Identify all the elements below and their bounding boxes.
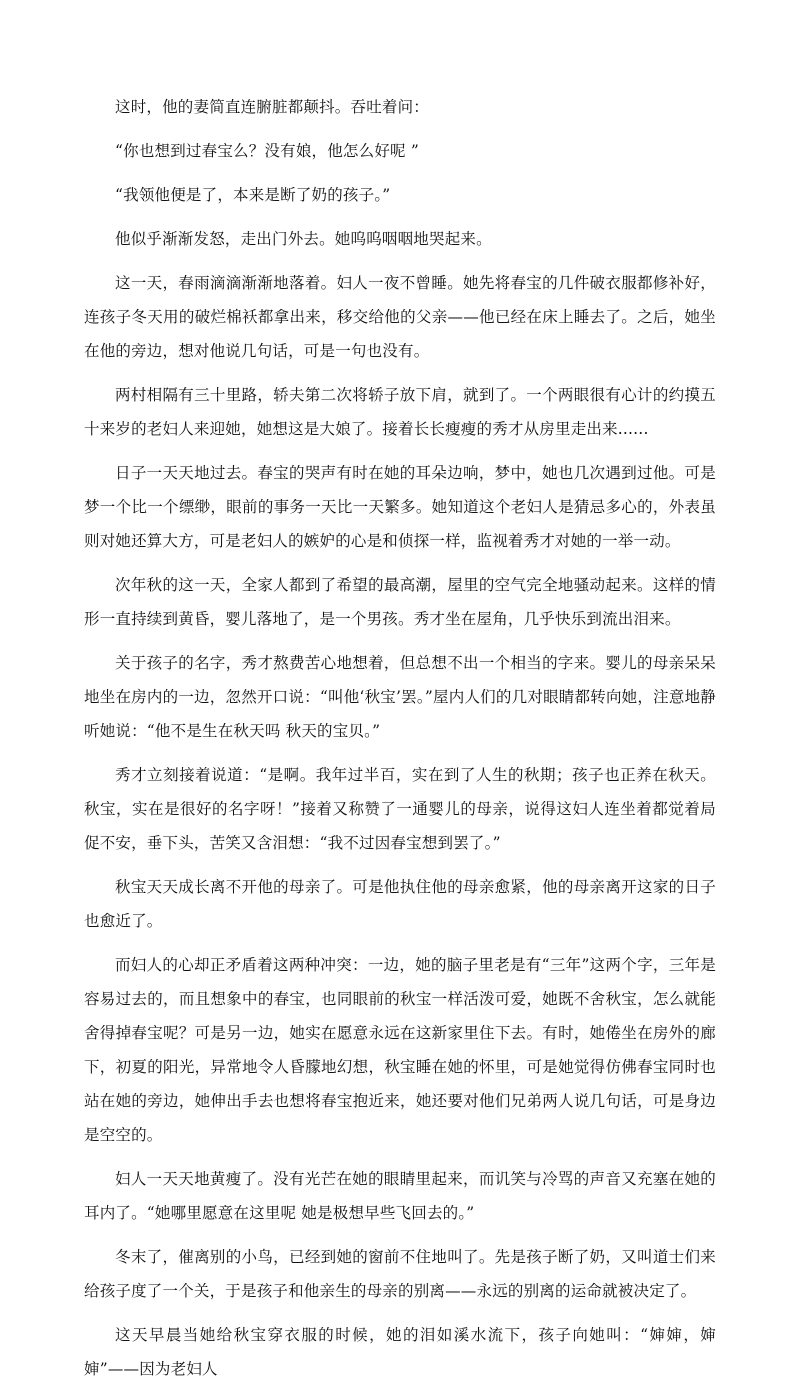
paragraph: 次年秋的这一天，全家人都到了希望的最高潮，屋里的空气完全地骚动起来。这样的情形一直持续到黄昏，婴儿落地了，是一个男孩。秀才坐在屋角，几乎快乐到流出泪来。 [84,576,716,628]
paragraph: 秀才立刻接着说道：“是啊。我年过半百，实在到了人生的秋期；孩子也正养在秋天。秋宝，实在是很好的名字呀！”接着又称赞了一通婴儿的母亲，说得这妇人连坐着都觉着局促不安，垂下头，苦笑又含泪想：“我不过因春宝想到罢了。” [84,766,716,852]
paragraph: 冬末了，催离别的小鸟，已经到她的窗前不住地叫了。先是孩子断了奶，又叫道士们来给孩子度了一个关，于是孩子和他亲生的母亲的别离——永远的别离的运命就被决定了。 [84,1248,716,1300]
paragraph: 他似乎渐渐发怒，走出门外去。她呜呜咽咽地哭起来。 [115,230,492,248]
paragraph: “你也想到过春宝么？没有娘，他怎么好呢 ” [115,142,419,160]
paragraph: 这一天，春雨滴滴渐渐地落着。妇人一夜不曾睡。她先将春宝的几件破衣服都修补好，连孩子冬天用的破烂棉袄都拿出来，移交给他的父亲——他已经在床上睡去了。之后，她坐在他的旁边，想对他说几句话，可是一句也没有。 [84,274,716,360]
paragraph: 这时，他的妻简直连腑脏都颠抖。吞吐着问： [115,98,430,116]
paragraph: 这天早晨当她给秋宝穿衣服的时候，她的泪如溪水流下，孩子向她叫：“婶婶，婶婶”——因为老妇人 [84,1326,716,1378]
paragraph: 日子一天天地过去。春宝的哭声有时在她的耳朵边响，梦中，她也几次遇到过他。可是梦一个比一个缥缈，眼前的事务一天比一天繁多。她知道这个老妇人是猜忌多心的，外表虽则对她还算大方，可是老妇人的嫉妒的心是和侦探一样，监视着秀才对她的一举一动。 [84,464,716,550]
paragraph: 关于孩子的名字，秀才熬费苦心地想着，但总想不出一个相当的字来。婴儿的母亲呆呆地坐在房内的一边，忽然开口说：“叫他‘秋宝’罢。”屋内人们的几对眼睛都转向她，注意地静听她说：“他不是生在秋天吗 秋天的宝贝。” [84,654,716,740]
paragraph: “我领他便是了，本来是断了奶的孩子。” [115,186,391,204]
paragraph: 妇人一天天地黄瘦了。没有光芒在她的眼睛里起来，而讥笑与冷骂的声音又充塞在她的耳内了。“她哪里愿意在这里呢 她是极想早些飞回去的。” [84,1170,716,1222]
paragraph: 两村相隔有三十里路，轿夫第二次将轿子放下肩，就到了。一个两眼很有心计的约摸五十来岁的老妇人来迎她，她想这是大娘了。接着长长瘦瘦的秀才从房里走出来...... [84,386,716,438]
paragraph: 而妇人的心却正矛盾着这两种冲突：一边，她的脑子里老是有“三年”这两个字，三年是容易过去的，而且想象中的春宝，也同眼前的秋宝一样活泼可爱，她既不舍秋宝，怎么就能舍得掉春宝呢？可是另一边，她实在愿意永远在这新家里住下去。有时，她倦坐在房外的廊下，初夏的阳光，异常地令人昏朦地幻想，秋宝睡在她的怀里，可是她觉得仿佛春宝同时也站在她的旁边，她伸出手去也想将春宝抱近来，她还要对他们兄弟两人说几句话，可是身边是空空的。 [84,956,716,1144]
paragraph: 秋宝天天成长离不开他的母亲了。可是他执住他的母亲愈紧，他的母亲离开这家的日子也愈近了。 [84,878,716,930]
